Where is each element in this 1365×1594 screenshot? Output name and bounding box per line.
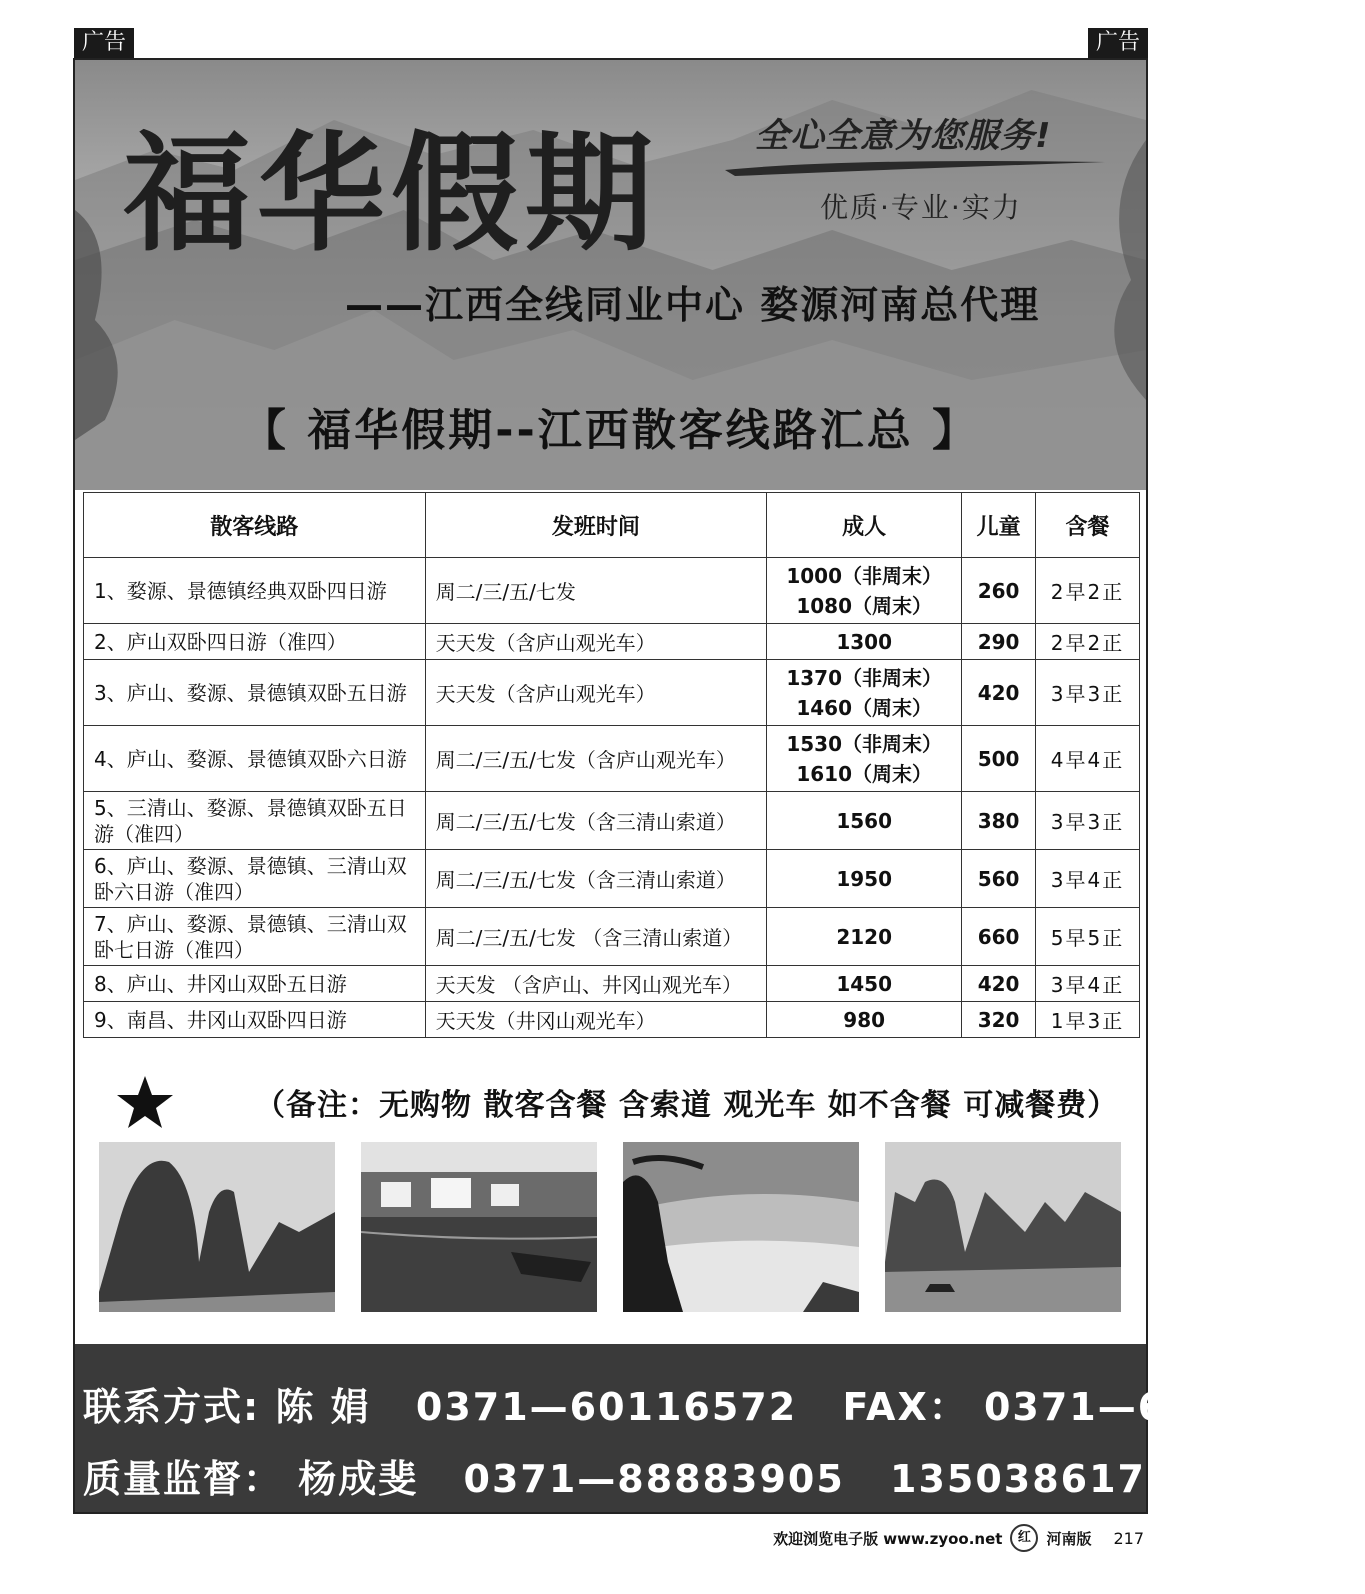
- adult-price: 1080（周末）: [796, 593, 932, 618]
- table-row: [84, 660, 1140, 726]
- meal-cell: 4早4正: [1036, 726, 1140, 792]
- adult-price-cell: [767, 908, 962, 966]
- route-cell: 9、南昌、井冈山双卧四日游: [84, 1002, 426, 1038]
- adult-price-cell: [767, 660, 962, 726]
- fax-label: FAX：: [842, 1385, 969, 1429]
- magazine-logo-icon: 红: [1010, 1524, 1038, 1552]
- route-cell: 6、庐山、婺源、景德镇、三清山双卧六日游（准四）: [84, 850, 426, 908]
- time-cell: 天天发（井冈山观光车）: [425, 1002, 767, 1038]
- meal-cell: 5早5正: [1036, 908, 1140, 966]
- quality-line: [83, 1448, 1203, 1503]
- time-cell: 天天发 （含庐山、井冈山观光车）: [425, 966, 767, 1002]
- time-cell: 周二/三/五/七发（含三清山索道）: [425, 792, 767, 850]
- time-cell: 周二/三/五/七发（含三清山索道）: [425, 850, 767, 908]
- header-route: 散客线路: [84, 493, 426, 558]
- adult-price: 1000（非周末）: [786, 563, 942, 588]
- note-section: [115, 1070, 1119, 1130]
- adult-price-cell: [767, 966, 962, 1002]
- quality-tagline: 优质·专业·实力: [820, 191, 1022, 224]
- header-banner: [75, 60, 1146, 490]
- service-slogan: 全心全意为您服务!: [755, 116, 1052, 156]
- time-cell: 周二/三/五/七发: [425, 558, 767, 624]
- table-header-row: [84, 493, 1140, 558]
- table-row: [84, 558, 1140, 624]
- adult-price: 1460（周末）: [796, 695, 932, 720]
- adult-price-cell: [767, 792, 962, 850]
- ad-tag-left: 广告: [74, 28, 134, 58]
- page-footer: [773, 1524, 1144, 1552]
- table-row: [84, 908, 1140, 966]
- edition-label: 河南版: [1046, 1529, 1092, 1548]
- quality-name: 杨成斐: [298, 1457, 419, 1501]
- adult-price-cell: [767, 1002, 962, 1038]
- child-price-cell: 500: [962, 726, 1036, 792]
- adult-price: 1950: [836, 866, 892, 891]
- meal-cell: 3早3正: [1036, 792, 1140, 850]
- scenic-photo-peaks-lake: [885, 1142, 1121, 1312]
- table-row: [84, 966, 1140, 1002]
- table-row: [84, 726, 1140, 792]
- page-number: 217: [1113, 1528, 1144, 1548]
- contact-band: [75, 1344, 1365, 1512]
- scenic-photo-cloud-sea: [623, 1142, 859, 1312]
- ad-tag-right: 广告: [1088, 28, 1148, 58]
- time-cell: 周二/三/五/七发 （含三清山索道）: [425, 908, 767, 966]
- footer-text: 欢迎浏览电子版 www.zyoo.net: [773, 1529, 1003, 1548]
- adult-price: 1560: [836, 808, 892, 833]
- star-icon: [115, 1074, 175, 1130]
- adult-price-cell: [767, 850, 962, 908]
- table-row: [84, 624, 1140, 660]
- table-row: [84, 1002, 1140, 1038]
- meal-cell: 2早2正: [1036, 558, 1140, 624]
- child-price-cell: 560: [962, 850, 1036, 908]
- route-cell: 1、婺源、景德镇经典双卧四日游: [84, 558, 426, 624]
- contact-label: 联系方式:: [83, 1385, 261, 1429]
- adult-price-cell: [767, 558, 962, 624]
- contact-phone: 0371—60116572: [415, 1385, 798, 1429]
- time-cell: 天天发（含庐山观光车）: [425, 660, 767, 726]
- quality-label: 质量监督：: [83, 1457, 284, 1501]
- header-adult: 成人: [767, 493, 962, 558]
- adult-price-cell: [767, 624, 962, 660]
- routes-table: [83, 492, 1140, 1038]
- child-price-cell: 320: [962, 1002, 1036, 1038]
- table-row: [84, 792, 1140, 850]
- brand-title: 福华假期: [123, 119, 660, 269]
- advertisement-frame: [73, 58, 1365, 1514]
- route-cell: 4、庐山、婺源、景德镇双卧六日游: [84, 726, 426, 792]
- route-cell: 3、庐山、婺源、景德镇双卧五日游: [84, 660, 426, 726]
- contact-line: [83, 1376, 1365, 1431]
- note-text: （备注：无购物 散客含餐 含索道 观光车 如不含餐 可减餐费）: [255, 1088, 1119, 1123]
- time-cell: 周二/三/五/七发（含庐山观光车）: [425, 726, 767, 792]
- subtitle: ——江西全线同业中心 婺源河南总代理: [345, 283, 1041, 327]
- child-price-cell: 290: [962, 624, 1036, 660]
- fax-number: 0371—60116578: [983, 1385, 1365, 1429]
- adult-price: 2120: [836, 924, 892, 949]
- meal-cell: 2早2正: [1036, 624, 1140, 660]
- table-row: [84, 850, 1140, 908]
- mobile-number: 13503861754: [890, 1457, 1203, 1501]
- summary-title: 【 福华假期--江西散客线路汇总 】: [241, 405, 980, 456]
- child-price-cell: 420: [962, 660, 1036, 726]
- adult-price: 1370（非周末）: [786, 665, 942, 690]
- child-price-cell: 380: [962, 792, 1036, 850]
- quality-phone: 0371—88883905: [463, 1457, 845, 1501]
- adult-price: 1530（非周末）: [786, 731, 942, 756]
- header-time: 发班时间: [425, 493, 767, 558]
- meal-cell: 3早3正: [1036, 660, 1140, 726]
- header-meal: 含餐: [1036, 493, 1140, 558]
- route-cell: 7、庐山、婺源、景德镇、三清山双卧七日游（准四）: [84, 908, 426, 966]
- route-cell: 2、庐山双卧四日游（准四）: [84, 624, 426, 660]
- child-price-cell: 420: [962, 966, 1036, 1002]
- scenic-photo-village-river: [361, 1142, 597, 1312]
- adult-price: 1610（周末）: [796, 761, 932, 786]
- adult-price-cell: [767, 726, 962, 792]
- adult-price: 1300: [836, 629, 892, 654]
- route-cell: 5、三清山、婺源、景德镇双卧五日游（准四）: [84, 792, 426, 850]
- child-price-cell: 660: [962, 908, 1036, 966]
- meal-cell: 3早4正: [1036, 966, 1140, 1002]
- brush-stroke-decoration: [725, 156, 1105, 178]
- child-price-cell: 260: [962, 558, 1036, 624]
- header-child: 儿童: [962, 493, 1036, 558]
- adult-price: 980: [843, 1007, 886, 1032]
- meal-cell: 1早3正: [1036, 1002, 1140, 1038]
- route-cell: 8、庐山、井冈山双卧五日游: [84, 966, 426, 1002]
- meal-cell: 3早4正: [1036, 850, 1140, 908]
- time-cell: 天天发（含庐山观光车）: [425, 624, 767, 660]
- contact-name: 陈 娟: [275, 1385, 371, 1429]
- adult-price: 1450: [836, 971, 892, 996]
- scenic-photo-rocks: [99, 1142, 335, 1312]
